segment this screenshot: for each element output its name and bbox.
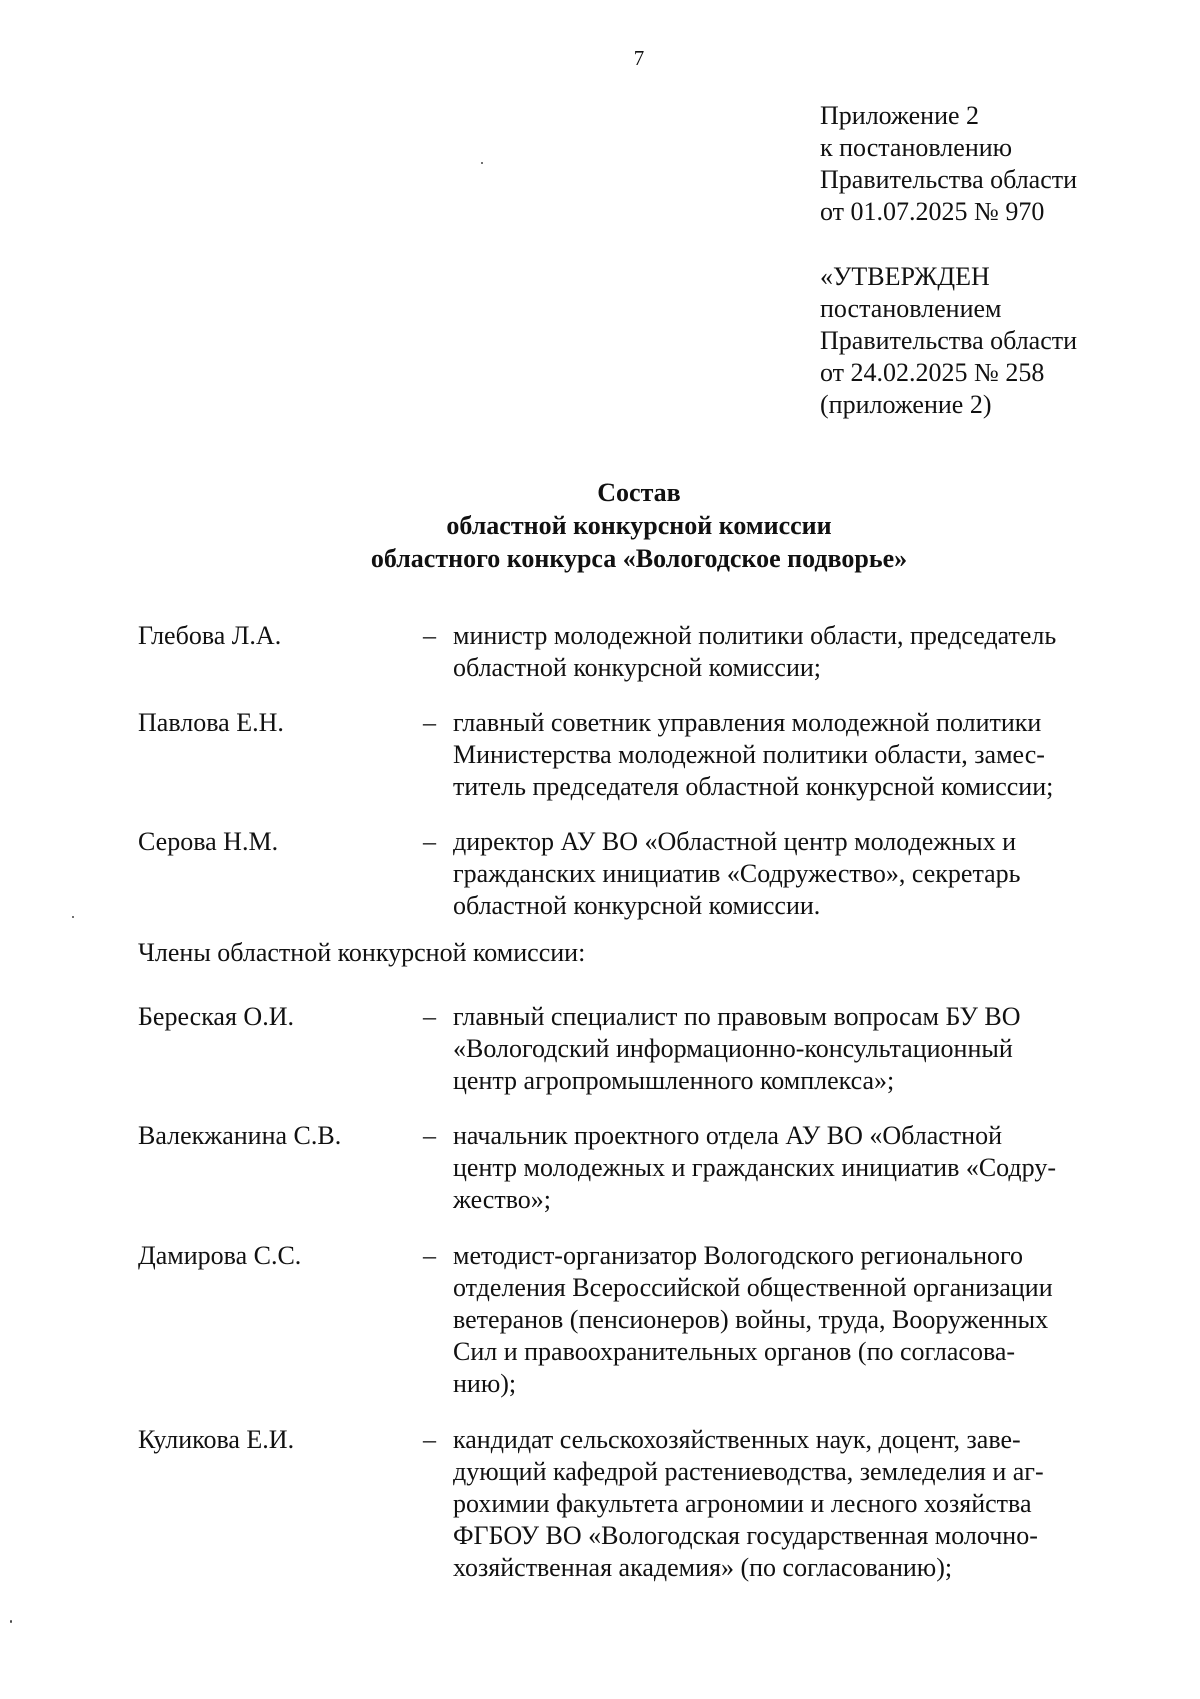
appendix-line: к постановлению	[820, 133, 1013, 162]
member-name: Валекжанина С.В.	[138, 1121, 342, 1150]
scan-speck	[481, 162, 483, 164]
position-line: ветеранов (пенсионеров) войны, труда, Вооруженных	[453, 1305, 1049, 1334]
entry-dash: –	[423, 1121, 436, 1150]
position-line: кандидат сельскохозяйственных наук, доцент, заве-	[453, 1425, 1021, 1454]
position-line: начальник проектного отдела АУ ВО «Областной	[453, 1121, 1002, 1150]
member-position	[453, 1001, 1133, 1097]
position-line: методист-организатор Вологодского регионального	[453, 1241, 1024, 1270]
title-line: Состав	[597, 478, 681, 507]
member-name: Глебова Л.А.	[138, 621, 282, 650]
position-line: областной конкурсной комиссии.	[453, 891, 821, 920]
entry-dash: –	[423, 1002, 436, 1031]
appendix-line: Приложение 2	[820, 101, 980, 130]
position-line: ФГБОУ ВО «Вологодская государственная молочно-	[453, 1521, 1038, 1550]
position-line: директор АУ ВО «Областной центр молодежных и	[453, 827, 1017, 856]
member-position	[453, 1240, 1133, 1400]
member-position	[453, 1424, 1133, 1584]
member-name: Дамирова С.С.	[138, 1241, 302, 1270]
member-name: Куликова Е.И.	[138, 1425, 295, 1454]
entry-dash: –	[423, 708, 436, 737]
position-line: «Вологодский информационно-консультационный	[453, 1034, 1013, 1063]
approved-line: от 24.02.2025 № 258	[820, 358, 1045, 387]
position-line: хозяйственная академия» (по согласованию);	[453, 1553, 953, 1582]
members-heading: Члены областной конкурсной комиссии:	[138, 938, 586, 967]
position-line: центр агропромышленного комплекса»;	[453, 1066, 895, 1095]
position-line: нию);	[453, 1369, 517, 1398]
entry-dash: –	[423, 1241, 436, 1270]
position-line: областной конкурсной комиссии;	[453, 653, 821, 682]
position-line: дующий кафедрой растениеводства, земледелия и аг-	[453, 1457, 1044, 1486]
position-line: отделения Всероссийской общественной организации	[453, 1273, 1053, 1302]
approved-line: «УТВЕРЖДЕН	[820, 262, 990, 291]
member-position	[453, 826, 1133, 922]
approval-stamp-text	[820, 261, 1077, 421]
title-line: областной конкурсной комиссии	[446, 511, 832, 540]
position-line: рохимии факультета агрономии и лесного хозяйства	[453, 1489, 1032, 1518]
position-line: Сил и правоохранительных органов (по согласова-	[453, 1337, 1016, 1366]
page-number: 7	[633, 46, 645, 70]
scan-speck	[10, 1620, 12, 1623]
position-line: гражданских инициатив «Содружество», секретарь	[453, 859, 1021, 888]
appendix-line: Правительства области	[820, 165, 1078, 194]
appendix-reference	[820, 100, 1077, 228]
entry-dash: –	[423, 621, 436, 650]
entry-dash: –	[423, 1425, 436, 1454]
document-title	[0, 476, 1200, 575]
entry-dash: –	[423, 827, 436, 856]
member-position	[453, 1120, 1133, 1216]
approved-line: постановлением	[820, 294, 1002, 323]
member-name: Береская О.И.	[138, 1002, 294, 1031]
position-line: центр молодежных и гражданских инициатив «Содру-	[453, 1153, 1056, 1182]
approved-line: Правительства области	[820, 326, 1078, 355]
title-line: областного конкурса «Вологодское подворье»	[370, 544, 908, 573]
position-line: жество»;	[453, 1185, 552, 1214]
position-line: титель председателя областной конкурсной комиссии;	[453, 772, 1054, 801]
scan-speck	[72, 916, 74, 918]
member-position	[453, 620, 1133, 684]
position-line: главный специалист по правовым вопросам БУ ВО	[453, 1002, 1021, 1031]
appendix-line: от 01.07.2025 № 970	[820, 197, 1045, 226]
member-name: Павлова Е.Н.	[138, 708, 284, 737]
position-line: министр молодежной политики области, председатель	[453, 621, 1057, 650]
member-position	[453, 707, 1133, 803]
approved-line: (приложение 2)	[820, 390, 992, 419]
member-name: Серова Н.М.	[138, 827, 279, 856]
position-line: Министерства молодежной политики области, замес-	[453, 740, 1045, 769]
position-line: главный советник управления молодежной политики	[453, 708, 1042, 737]
